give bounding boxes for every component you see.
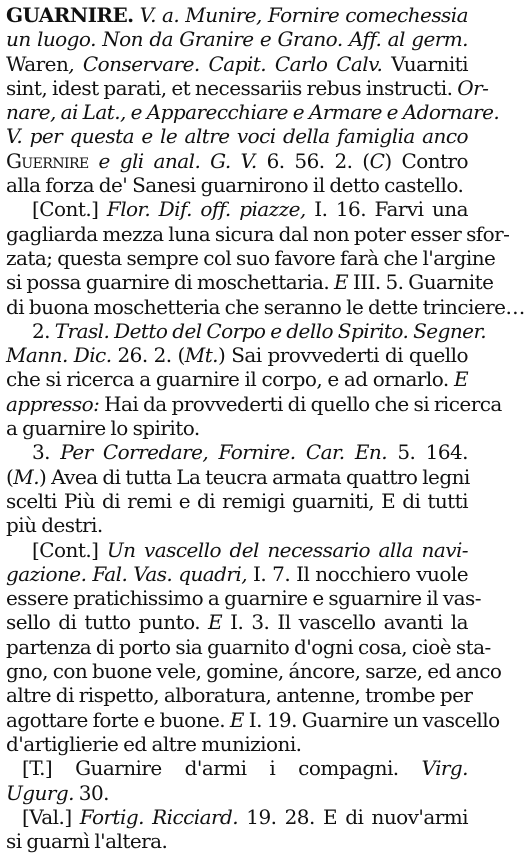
text-run: V. a. Munire, Fornire comechessia (139, 3, 468, 27)
text-run: I. 7. Il nocchiero vuole (247, 561, 468, 586)
text-run: V. per questa e le altre voci della famiglia anco (6, 124, 468, 149)
dictionary-entry (6, 3, 525, 853)
text-run: GUARNIRE. (6, 3, 134, 27)
text-line (6, 245, 496, 270)
text-run: Virg. (421, 756, 468, 781)
text-line (6, 3, 468, 27)
text-line (6, 391, 502, 416)
text-run: ) Sai provvederti di quello (218, 343, 468, 368)
text-line (6, 343, 468, 367)
text-line (6, 294, 525, 319)
text-line (6, 75, 489, 100)
text-line (6, 367, 468, 391)
text-run: Un vascello del necessario alla navi- (106, 537, 468, 562)
text-run: E (453, 367, 468, 392)
text-line (6, 149, 468, 173)
text-run: E (208, 610, 223, 635)
text-run: , Conservare. Capit. Carlo Calv. (68, 51, 383, 76)
text-run: 5. 164. (387, 440, 468, 465)
text-run: M. (13, 464, 40, 489)
text-run: E (333, 270, 349, 295)
text-run: e gli anal. (88, 148, 201, 173)
text-run: I. 19. Guarnire un vascello (243, 707, 500, 732)
text-line (6, 52, 468, 76)
text-run: [Cont.] (32, 537, 107, 562)
text-run: Ugurg. (6, 780, 74, 805)
text-line (6, 659, 502, 684)
text-line (6, 465, 468, 489)
text-run: zata; questa sempre col suo favore farà che l'argine (6, 245, 496, 270)
text-run: appresso: (6, 391, 100, 416)
text-line (6, 221, 510, 246)
text-line (6, 781, 468, 805)
text-run: 3. (32, 440, 61, 465)
text-run: alla forza de' Sanesi guarnirono il detto castello. (6, 173, 464, 198)
text-line (6, 562, 468, 586)
text-line (6, 610, 468, 634)
text-line (6, 513, 468, 537)
text-run: C (369, 148, 385, 173)
text-run: a guarnire lo spirito. (6, 416, 200, 441)
text-line (6, 416, 468, 440)
text-run: ( (6, 464, 14, 489)
text-run: sint, idest parati, et necessariis rebus instructi. (6, 75, 458, 100)
text-line (6, 197, 468, 221)
text-run: Waren (6, 51, 69, 76)
text-run: Vuarniti (382, 51, 469, 76)
text-run: un luogo. Non da Granire e Grano. Aff. al germ. (6, 27, 468, 52)
text-run: Or- (457, 75, 489, 100)
text-run: altre di rispetto, alboratura, antenne, trombe per (6, 683, 473, 708)
text-run: gazione. Fal. Vas. quadri, (6, 561, 248, 586)
text-run: 2. (32, 318, 55, 343)
text-run: ) Contro (384, 148, 469, 173)
text-line (6, 707, 500, 732)
text-run: 26. 2. ( (111, 343, 185, 368)
text-line (6, 270, 494, 295)
text-run: Guernire (6, 148, 89, 173)
text-run: Flor. Dif. off. piazze, (106, 197, 306, 222)
text-run: partenza di porto sia guarnito d'ogni cosa, cioè sta- (6, 634, 491, 659)
text-run: [T.] Guarnire d'armi i compagni. (22, 756, 422, 781)
text-run: 6. 56. 2. ( (256, 148, 370, 173)
text-run: Mt. (184, 343, 218, 368)
text-run: Fortig. Ricciard. (79, 804, 239, 829)
text-run: nare, ai Lat., e Apparecchiare e Armare e Adornare. (6, 100, 500, 125)
text-run: di buona moschetteria che seranno le dette trinciere… (6, 294, 525, 319)
text-line (6, 732, 468, 756)
text-line (6, 318, 487, 343)
text-line (6, 27, 468, 51)
text-run: E (229, 707, 244, 732)
text-run: 30. (73, 780, 109, 805)
text-line (6, 829, 468, 853)
text-run: Hai da provvederti di quello che si ricerca (99, 391, 502, 416)
text-line (6, 805, 468, 829)
text-run: ) Avea di tutta La teucra armata quattro legni (39, 464, 470, 489)
text-run: gno, con buone vele, gomine, áncore, sarze, ed anco (6, 659, 502, 684)
text-run: sello di tutto punto. (6, 610, 209, 635)
text-run: scelti Più di remi e di remigi guarniti, E di tutti (6, 488, 468, 513)
text-run: gagliarda mezza luna sicura dal non poter esser sfor- (6, 221, 510, 246)
text-run: che si ricerca a guarnire il corpo, e ad ornarlo. (6, 367, 454, 392)
text-line (6, 124, 468, 148)
text-run: G. V. (200, 148, 257, 173)
text-run: essere pratichissimo a guarnire e sguarnire il vas- (6, 586, 481, 611)
text-line (6, 440, 468, 464)
text-line (6, 100, 500, 125)
text-run: d'artiglierie ed altre munizioni. (6, 731, 302, 756)
text-run: [Val.] (22, 804, 80, 829)
text-line (6, 489, 468, 513)
text-run: Per Corredare, Fornire. Car. En. (60, 440, 388, 465)
text-line (6, 634, 491, 659)
text-run: Trasl. Detto del Corpo e dello Spirito. Segner. (54, 318, 487, 343)
text-run: [Cont.] (32, 197, 107, 222)
text-run: si guarnì l'altera. (6, 829, 168, 853)
text-line (6, 756, 468, 780)
text-line (6, 173, 468, 197)
text-line (6, 538, 468, 562)
text-run: agottare forte e buone. (6, 707, 230, 732)
text-run: III. 5. Guarnite (348, 270, 494, 295)
text-run: più destri. (6, 513, 103, 538)
text-run: si possa guarnire di moschettaria. (6, 270, 334, 295)
text-run: I. 3. Il vascello avanti la (222, 610, 468, 635)
text-line (6, 683, 473, 708)
text-run: Mann. Dic. (6, 343, 112, 368)
text-run: 19. 28. E di nuov'armi (238, 804, 469, 829)
text-line (6, 586, 481, 611)
text-run: I. 16. Farvi una (305, 197, 469, 222)
